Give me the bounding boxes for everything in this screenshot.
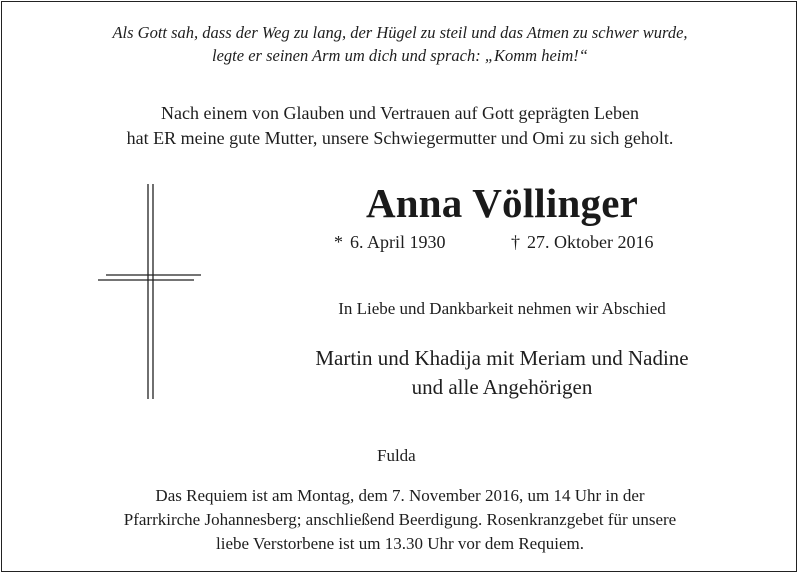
requiem-line-2: Pfarrkirche Johannesberg; anschließend Beerdigung. Rosenkranzgebet für unsere — [123, 510, 677, 529]
farewell-text: In Liebe und Dankbarkeit nehmen wir Abschied — [338, 299, 666, 318]
birth-date: 6. April 1930 — [350, 232, 446, 252]
birth-date-group — [334, 232, 446, 253]
family-line-2: und alle Angehörigen — [411, 375, 593, 399]
intro-line-2: hat ER meine gute Mutter, unsere Schwiegermutter und Omi zu sich geholt. — [126, 128, 674, 148]
death-date: 27. Oktober 2016 — [527, 232, 654, 252]
intro-text — [0, 101, 800, 151]
intro-line-1: Nach einem von Glauben und Vertrauen auf Gott geprägten Leben — [161, 103, 639, 123]
requiem-info — [0, 484, 800, 556]
birth-star-icon: * — [334, 232, 343, 252]
motto-line-1: Als Gott sah, dass der Weg zu lang, der Hügel zu steil und das Atmen zu schwer wurde, — [112, 23, 688, 42]
death-dagger-icon: † — [511, 232, 520, 252]
family-line-1: Martin und Khadija mit Meriam und Nadine — [315, 346, 689, 370]
death-date-group — [511, 232, 653, 253]
motto-quote — [0, 21, 800, 67]
deceased-name: Anna Völlinger — [365, 180, 638, 226]
requiem-line-1: Das Requiem ist am Montag, dem 7. November 2016, um 14 Uhr in der — [155, 486, 645, 505]
motto-line-2: legte er seinen Arm um dich und sprach: „Komm heim!“ — [212, 46, 588, 65]
requiem-line-3: liebe Verstorbene ist um 13.30 Uhr vor dem Requiem. — [216, 534, 584, 553]
family-mourners — [262, 344, 742, 402]
place-name: Fulda — [377, 446, 416, 465]
cross-icon — [96, 184, 206, 399]
